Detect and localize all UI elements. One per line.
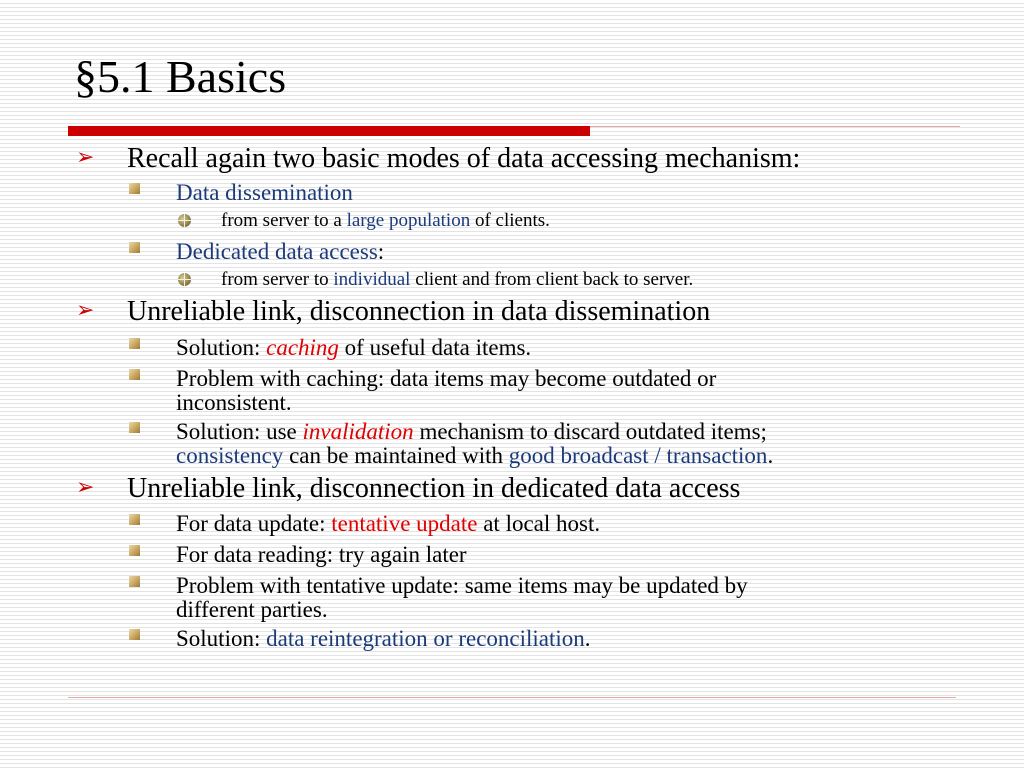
square-bullet-icon [129,369,140,380]
bullet-2-sub-1: Solution: caching of useful data items. [176,335,532,360]
bullet-1-sub-1: Data dissemination [176,180,353,205]
square-bullet-icon [129,422,140,433]
square-bullet-icon [129,545,140,556]
bullet-2-sub-3-line-2: consistency can be maintained with good broadcast / transaction. [176,443,774,468]
round-bullet-icon [178,273,191,286]
bullet-3-sub-4: Solution: data reintegration or reconciliation. [176,626,591,651]
bullet-1-sub-2: Dedicated data access: [176,239,385,264]
bullet-3-sub-3-line-2: different parties. [176,597,328,622]
bullet-2-sub-2-line-2: inconsistent. [176,390,292,415]
bullet-1-sub-2-detail: from server to individual client and from client back to server. [221,269,694,290]
bullet-3-sub-1: For data update: tentative update at local host. [176,511,601,536]
arrow-bullet-icon: ➢ [76,298,95,323]
bullet-2-text: Unreliable link, disconnection in data dissemination [127,296,711,327]
square-bullet-icon [129,242,140,253]
bullet-1-sub-1-detail: from server to a large population of clients. [221,210,550,231]
arrow-bullet-icon: ➢ [76,145,95,170]
square-bullet-icon [129,514,140,525]
arrow-bullet-icon: ➢ [76,475,95,500]
square-bullet-icon [129,183,140,194]
square-bullet-icon [129,338,140,349]
bullet-3-sub-2: For data reading: try again later [176,542,467,567]
bullet-3-sub-3-line-1: Problem with tentative update: same items may be updated by [176,573,748,598]
square-bullet-icon [129,629,140,640]
bullet-3-text: Unreliable link, disconnection in dedicated data access [127,473,741,504]
round-bullet-icon [178,214,191,227]
slide-title: §5.1 Basics [74,51,287,102]
bullet-2-sub-3-line-1: Solution: use invalidation mechanism to discard outdated items; [176,419,767,444]
footer-rule [68,697,956,698]
title-underline-thin [590,126,960,127]
bullet-2-sub-2-line-1: Problem with caching: data items may become outdated or [176,366,717,391]
title-underline-accent [68,126,590,136]
square-bullet-icon [129,576,140,587]
bullet-1-text: Recall again two basic modes of data accessing mechanism: [127,143,801,174]
